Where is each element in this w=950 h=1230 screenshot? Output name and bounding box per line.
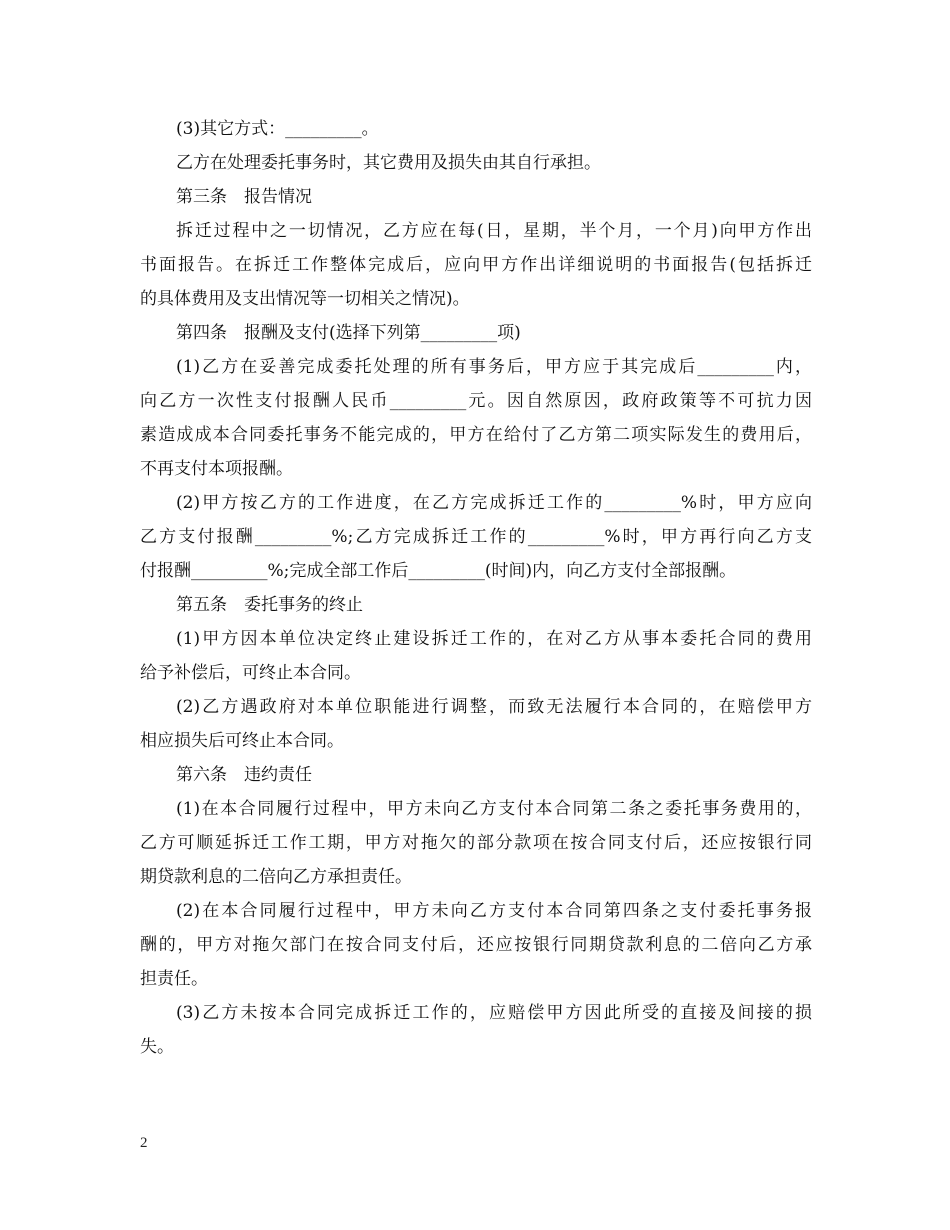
text-line: 拆迁过程中之一切情况，乙方应在每(日，星期，半个月，一个月)向甲方作出 bbox=[176, 221, 812, 241]
paragraph-liability-1 bbox=[140, 792, 812, 894]
paragraph-payment-option-1 bbox=[140, 350, 812, 486]
paragraph-report bbox=[140, 214, 812, 316]
text-line: (3)乙方未按本合同完成拆迁工作的，应赔偿甲方因此所受的直接及间接的损 bbox=[176, 1003, 812, 1023]
text-line: 素造成成本合同委托事务不能完成的，甲方在给付了乙方第二项实际发生的费用后， bbox=[140, 425, 812, 445]
text-line: 期贷款利息的二倍向乙方承担责任。 bbox=[140, 867, 412, 887]
text-line: (3)其它方式：_________。 bbox=[176, 119, 379, 139]
paragraph-termination-1 bbox=[140, 622, 812, 690]
heading-line: 第三条 报告情况 bbox=[176, 187, 312, 207]
paragraph-other-method bbox=[140, 112, 812, 146]
text-line: 乙方在处理委托事务时，其它费用及损失由其自行承担。 bbox=[176, 153, 601, 173]
text-line: 付报酬_________%;完成全部工作后_________(时间)内，向乙方支付全部报酬。 bbox=[140, 561, 737, 581]
text-line: (1)甲方因本单位决定终止建设拆迁工作的，在对乙方从事本委托合同的费用 bbox=[176, 629, 812, 649]
section-heading-article-5 bbox=[140, 588, 812, 622]
text-line: 失。 bbox=[140, 1037, 174, 1057]
text-line: (1)乙方在妥善完成委托处理的所有事务后，甲方应于其完成后_________内， bbox=[176, 357, 812, 377]
page-number: 2 bbox=[140, 1135, 148, 1151]
section-heading-article-4 bbox=[140, 316, 812, 350]
text-line: 书面报告。在拆迁工作整体完成后，应向甲方作出详细说明的书面报告(包括拆迁 bbox=[140, 255, 812, 275]
text-line: (1)在本合同履行过程中，甲方未向乙方支付本合同第二条之委托事务费用的， bbox=[176, 799, 812, 819]
text-line: 担责任。 bbox=[140, 969, 208, 989]
section-heading-article-3 bbox=[140, 180, 812, 214]
paragraph-liability-3 bbox=[140, 996, 812, 1064]
text-line: 的具体费用及支出情况等一切相关之情况)。 bbox=[140, 289, 470, 309]
paragraph-payment-option-2 bbox=[140, 486, 812, 588]
text-line: 向乙方一次性支付报酬人民币_________元。因自然原因，政府政策等不可抗力因 bbox=[140, 391, 812, 411]
paragraph-termination-2 bbox=[140, 690, 812, 758]
text-line: (2)在本合同履行过程中，甲方未向乙方支付本合同第四条之支付委托事务报 bbox=[176, 901, 812, 921]
text-line: (2)乙方遇政府对本单位职能进行调整，而致无法履行本合同的，在赔偿甲方 bbox=[176, 697, 812, 717]
heading-line: 第四条 报酬及支付(选择下列第_________项) bbox=[176, 323, 521, 343]
paragraph-other-costs bbox=[140, 146, 812, 180]
heading-line: 第六条 违约责任 bbox=[176, 765, 312, 785]
paragraph-liability-2 bbox=[140, 894, 812, 996]
text-line: 相应损失后可终止本合同。 bbox=[140, 731, 344, 751]
text-line: 乙方支付报酬_________%;乙方完成拆迁工作的_________%时，甲方再行向乙方支 bbox=[140, 527, 812, 547]
document-body bbox=[140, 112, 812, 1064]
section-heading-article-6 bbox=[140, 758, 812, 792]
text-line: (2)甲方按乙方的工作进度，在乙方完成拆迁工作的_________%时，甲方应向 bbox=[176, 493, 812, 513]
text-line: 不再支付本项报酬。 bbox=[140, 459, 293, 479]
text-line: 给予补偿后，可终止本合同。 bbox=[140, 663, 361, 683]
text-line: 乙方可顺延拆迁工作工期，甲方对拖欠的部分款项在按合同支付后，还应按银行同 bbox=[140, 833, 812, 853]
heading-line: 第五条 委托事务的终止 bbox=[176, 595, 363, 615]
text-line: 酬的，甲方对拖欠部门在按合同支付后，还应按银行同期贷款利息的二倍向乙方承 bbox=[140, 935, 812, 955]
